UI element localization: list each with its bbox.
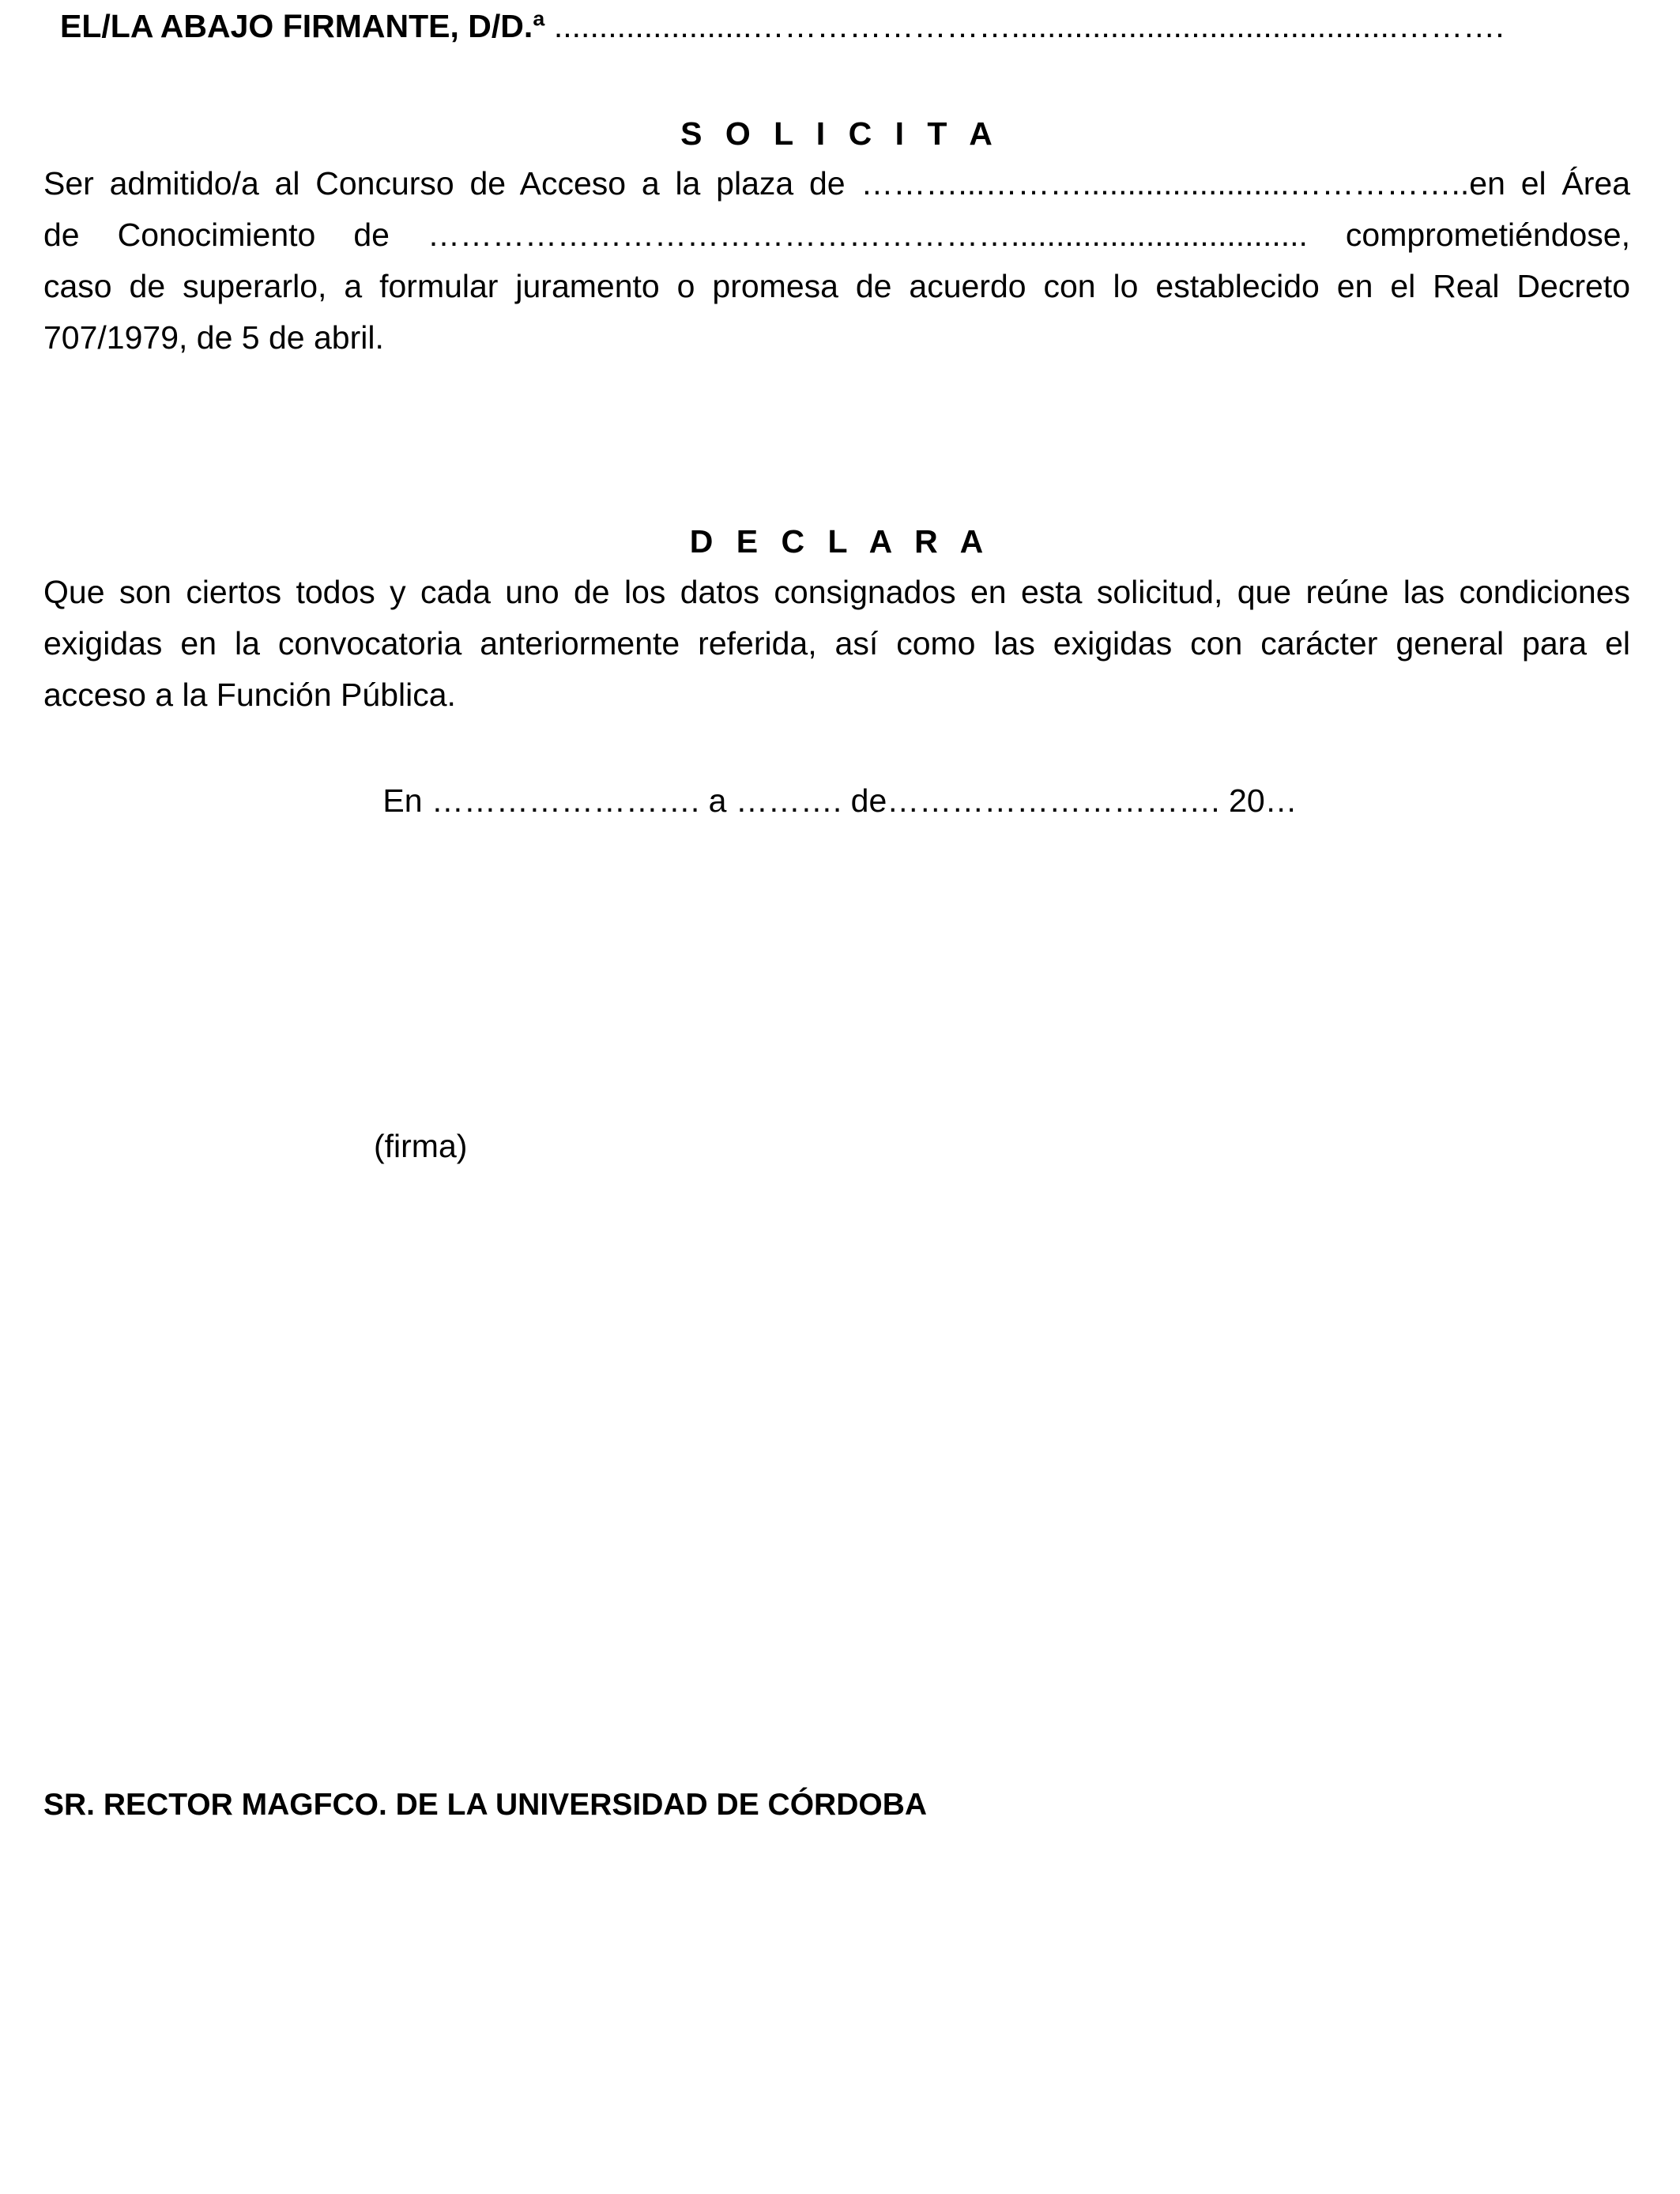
solicita-line-2: de Conocimiento de ………………………………………………................................. comprometiéndose, [43, 217, 1630, 253]
solicita-paragraph [43, 158, 1630, 364]
addressee-line: SR. RECTOR MAGFCO. DE LA UNIVERSIDAD DE CÓRDOBA [43, 1788, 928, 1822]
applicant-name-line [60, 8, 1633, 45]
declara-line-3: acceso a la Función Pública. [43, 677, 456, 713]
applicant-label: EL/LA ABAJO FIRMANTE, D/D.ª [60, 8, 545, 44]
place-date-line: En ……………………. a ………. de…………………………. 20… [382, 782, 1298, 819]
solicita-line-4: 707/1979, de 5 de abril. [43, 319, 384, 356]
declara-line-1: Que son ciertos todos y cada uno de los datos consignados en esta solicitud, que reúne las condiciones [43, 574, 1630, 610]
solicita-line-3: caso de superarlo, a formular juramento o promesa de acuerdo con lo establecido en el Real Decreto [43, 268, 1630, 304]
declara-line-2: exigidas en la convocatoria anteriormente referida, así como las exigidas con carácter general para el [43, 625, 1630, 662]
solicita-heading: S O L I C I T A [680, 115, 1000, 152]
applicant-name-blank: ......................……………………...........................................………. [553, 8, 1505, 44]
declara-heading: D E C L A R A [689, 523, 991, 560]
declara-paragraph [43, 567, 1630, 721]
solicita-line-1: Ser admitido/a al Concurso de Acceso a la plaza de ………...……….......................……………..en el Área [43, 165, 1630, 202]
signature-label: (firma) [374, 1128, 468, 1164]
